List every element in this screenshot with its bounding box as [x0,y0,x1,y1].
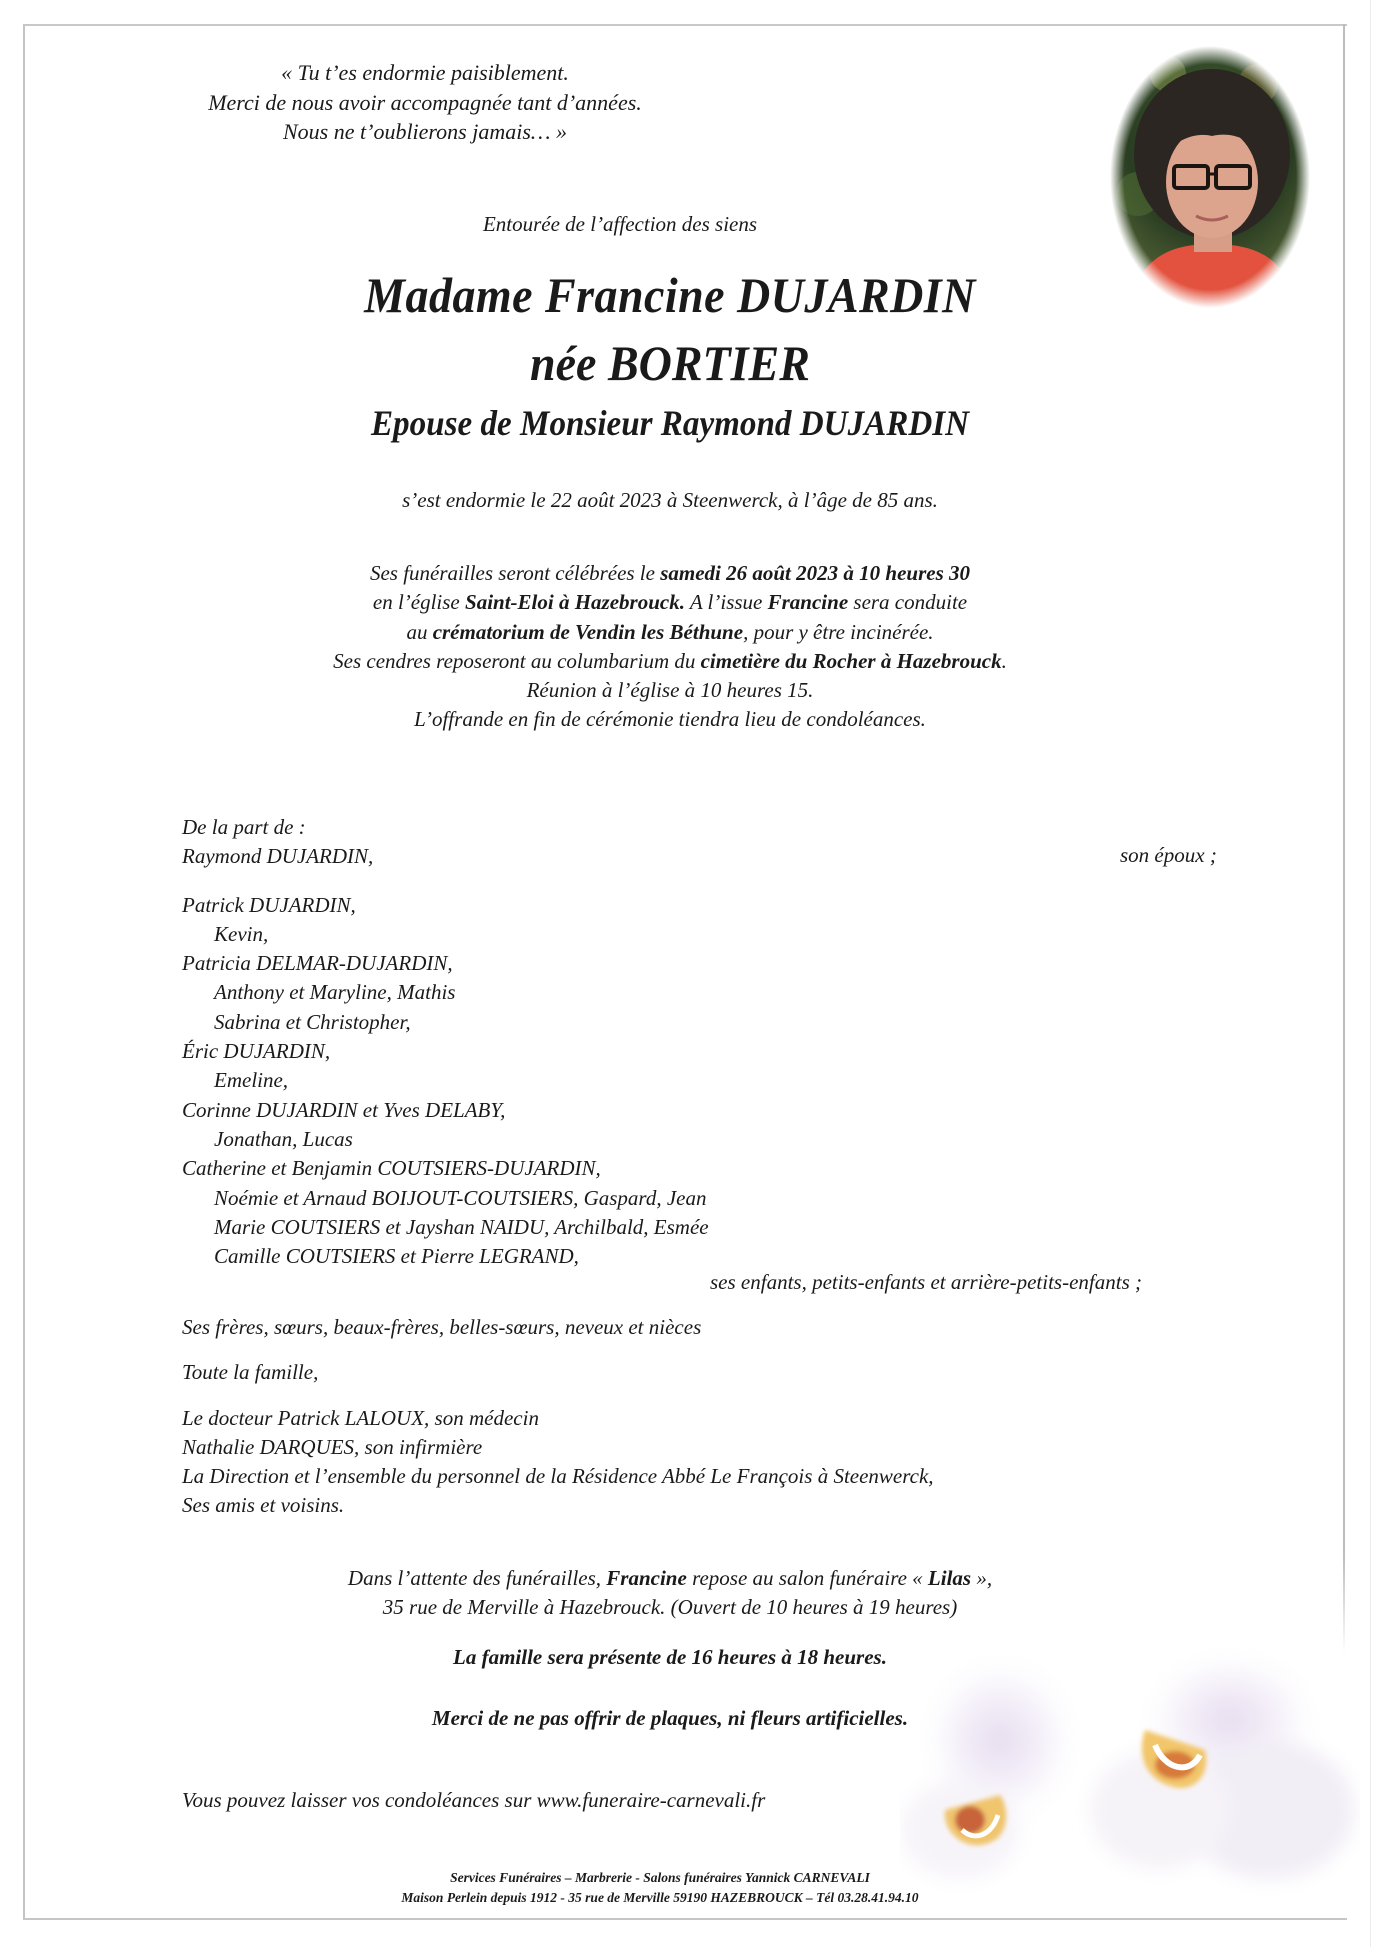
funeral-date: samedi 26 août 2023 à 10 heures 30 [660,561,970,585]
first-name: Francine [767,590,849,615]
list-item: Ses amis et voisins. [182,1493,345,1518]
text: », [971,1566,993,1590]
spouse-relation: son époux ; [1120,843,1217,867]
family-member: Camille COUTSIERS et Pierre LEGRAND, [214,1244,579,1269]
repose-line [200,1564,1140,1593]
text: au [406,619,433,644]
scan-edge [1370,0,1371,1947]
footer-line: Services Funéraires – Marbrerie - Salons funéraires Yannick CARNEVALI [450,1870,870,1885]
family-member: Patrick DUJARDIN, [182,892,356,917]
epigraph-quote [150,58,700,147]
funeral-line [200,588,1140,617]
all-family-line: Toute la famille, [182,1360,319,1385]
family-member: Catherine et Benjamin COUTSIERS-DUJARDIN, [182,1156,601,1181]
text: repose au salon funéraire « [686,1566,928,1590]
others-list [182,1404,934,1521]
maiden-name: née BORTIER [530,335,810,391]
salon-name: Lilas [927,1566,972,1590]
family-member: Anthony et Maryline, Mathis [214,980,456,1005]
portrait-photo-icon [1108,44,1312,310]
quote-line: Merci de nous avoir accompagnée tant d’années. [208,89,642,115]
family-member: Marie COUTSIERS et Jayshan NAIDU, Archilbald, Esmée [214,1214,709,1239]
family-member: Éric DUJARDIN, [182,1039,331,1064]
family-member: Sabrina et Christopher, [214,1009,411,1034]
quote-line: Nous ne t’oublierons jamais… » [283,119,567,144]
repose-info [200,1564,1140,1622]
first-name: Francine [606,1566,687,1590]
family-member: Patricia DELMAR-DUJARDIN, [182,951,453,976]
funeral-home-footer [300,1868,1020,1908]
children-relation: ses enfants, petits-enfants et arrière-petits-enfants ; [710,1270,1142,1294]
text: en l’église [372,590,466,615]
funeral-details [200,559,1140,735]
family-presence: La famille sera présente de 16 heures à 18 heures. [453,1645,887,1669]
family-member: Noémie et Arnaud BOIJOUT-COUTSIERS, Gaspard, Jean [214,1185,707,1210]
funeral-line: Réunion à l’église à 10 heures 15. [526,678,814,703]
family-member: Corinne DUJARDIN et Yves DELABY, [182,1097,506,1122]
page-frame-right [1343,24,1345,1654]
family-member: Kevin, [214,921,269,946]
text: Dans l’attente des funérailles, [347,1566,607,1590]
other-mourners [182,1313,934,1521]
funeral-line [200,647,1140,676]
cemetery-name: cimetière du Rocher à Hazebrouck [700,648,1002,673]
family-member: Emeline, [214,1068,289,1093]
family-list [182,813,709,1271]
family-spouse: Raymond DUJARDIN, [182,844,374,869]
family-header: De la part de : [182,815,306,839]
text: Ses cendres reposeront au columbarium du [333,648,701,673]
intro-text: Entourée de l’affection des siens [482,212,758,236]
footer-line: Maison Perlein depuis 1912 - 35 rue de Merville 59190 HAZEBROUCK – Tél 03.28.41.94.10 [401,1890,919,1905]
text: Ses funérailles seront célébrées le [369,561,661,585]
siblings-line: Ses frères, sœurs, beaux-frères, belles-sœurs, neveux et nièces [182,1315,702,1339]
funeral-line [200,618,1140,647]
list-item: La Direction et l’ensemble du personnel de la Résidence Abbé Le François à Steenwerck, [182,1464,934,1489]
quote-line: « Tu t’es endormie paisiblement. [281,60,569,85]
funeral-line [200,559,1140,588]
list-item: Le docteur Patrick LALOUX, son médecin [182,1405,539,1430]
deceased-name: Madame Francine DUJARDIN [364,267,976,323]
funeral-line: L’offrande en fin de cérémonie tiendra lieu de condoléances. [414,707,926,732]
condolences-link-text: Vous pouvez laisser vos condoléances sur www.funeraire-carnevali.fr [182,1788,766,1812]
family-member: Jonathan, Lucas [214,1126,353,1151]
text: , pour y être incinérée. [743,619,934,644]
repose-line: 35 rue de Merville à Hazebrouck. (Ouvert de 10 heures à 19 heures) [382,1595,958,1619]
crematorium-name: crématorium de Vendin les Béthune [432,619,744,644]
list-item: Nathalie DARQUES, son infirmière [182,1434,483,1459]
no-flowers-notice: Merci de ne pas offrir de plaques, ni fleurs artificielles. [431,1706,909,1730]
spouse-line: Epouse de Monsieur Raymond DUJARDIN [370,403,970,443]
text: A l’issue [684,590,768,615]
children-list [182,891,709,1272]
death-notice: s’est endormie le 22 août 2023 à Steenwerck, à l’âge de 85 ans. [402,488,938,512]
text: . [1001,648,1007,673]
church-name: Saint-Eloi à Hazebrouck. [465,590,685,615]
text: sera conduite [848,590,968,615]
